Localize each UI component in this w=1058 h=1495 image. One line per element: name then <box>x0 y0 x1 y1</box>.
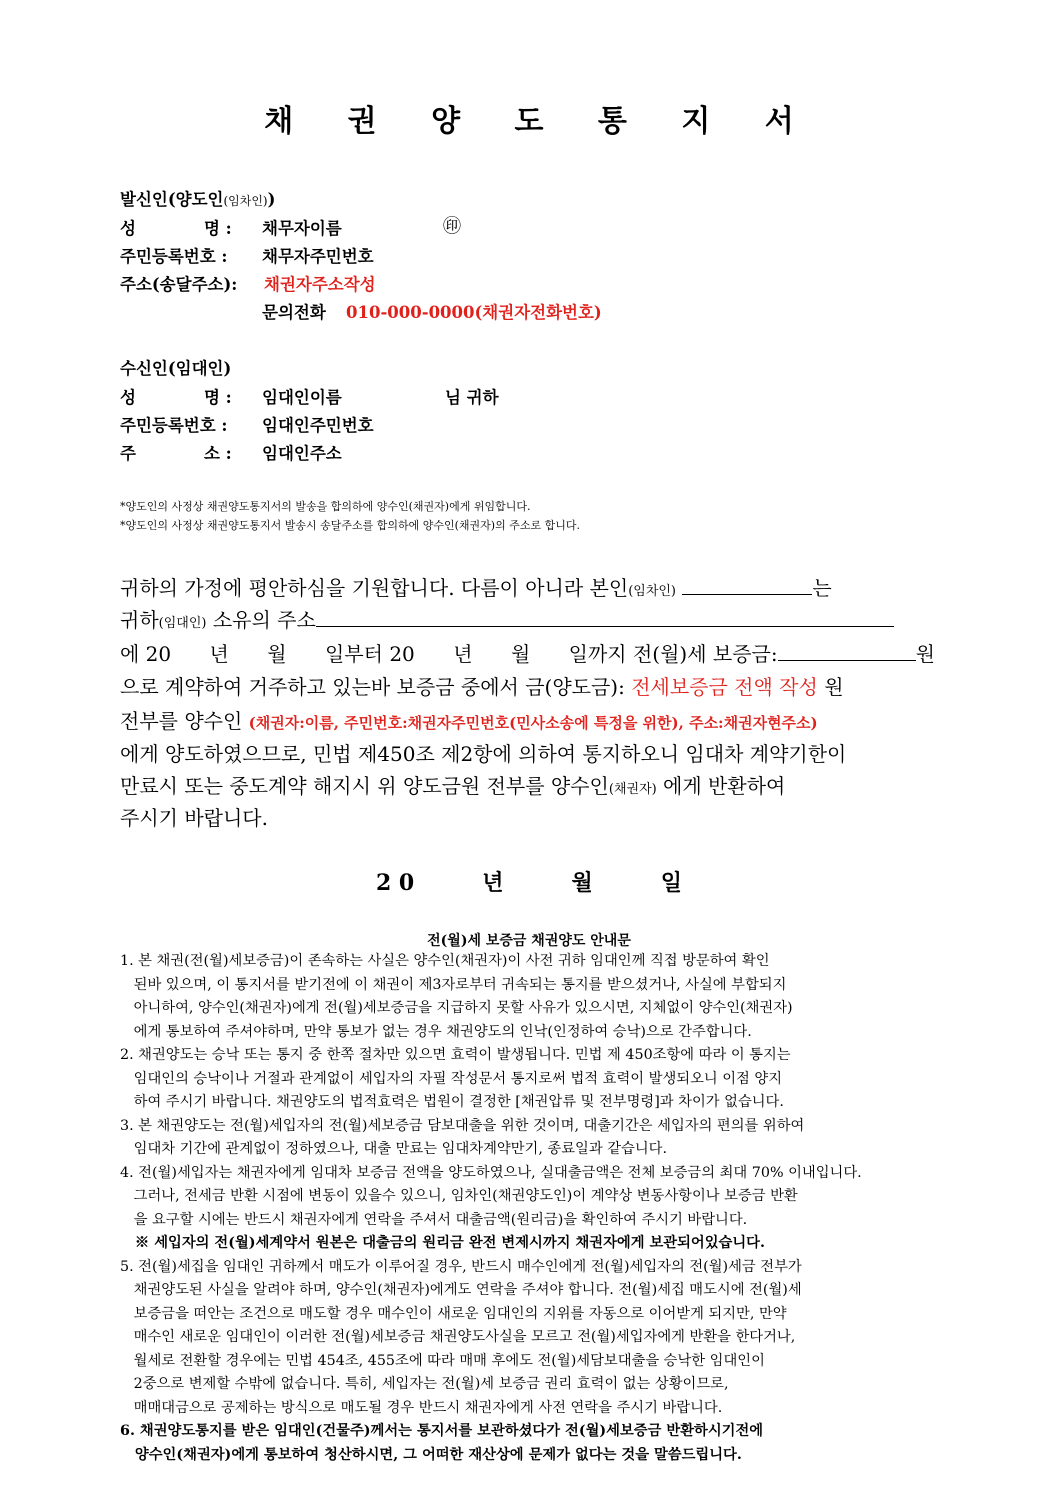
receiver-rrn-label: 주민등록번호 : <box>120 416 228 435</box>
guide-line: 월세로 전환할 경우에는 민법 454조, 455조에 따라 매매 후에도 전(월)세담보대출을 승낙한 임대인이 <box>120 1352 765 1369</box>
guide-line: 된바 있으며, 이 통지서를 받기전에 이 채권이 제3자로부터 귀속되는 통지를 받으셨거나, 사실에 부합되지 <box>120 976 787 993</box>
body-line-5: 전부를 양수인 (채권자:이름, 주민번호:채권자주민번호(민사소송에 특정을 위한), 주소:채권자현주소) <box>120 709 818 733</box>
note-line: *양도인의 사정상 채권양도통지서의 발송을 합의하에 양수인(채권자)에게 위임합니다. <box>120 500 531 513</box>
receiver-heading: 수신인(임대인) <box>120 359 232 378</box>
sender-name-value: 채무자이름 <box>262 219 342 238</box>
guide-line: 을 요구할 시에는 반드시 채권자에게 연락을 주셔서 대출금액(원리금)을 확인하여 주시기 바랍니다. <box>120 1211 748 1228</box>
date-year-unit: 년 <box>482 870 504 896</box>
body-line-2: 귀하(임대인) 소유의 주소 <box>120 604 894 633</box>
receiver-address-label: 주 소 : <box>120 444 232 463</box>
body-line-6: 에게 양도하였으므로, 민법 제450조 제2항에 의하여 통지하오니 임대차 계약기한이 <box>120 742 847 766</box>
guide-line: 6. 채권양도통지를 받은 임대인(건물주)께서는 통지서를 보관하셨다가 전(월)세보증금 반환하시기전에 <box>120 1423 764 1439</box>
sender-heading-small: (임차인) <box>223 194 268 208</box>
sender-phone-label: 문의전화 <box>262 303 326 322</box>
receiver-name-value: 임대인이름 <box>262 388 342 407</box>
body-line-3: 에 20 년 월 일부터 20 년 월 일까지 전(월)세 보증금: 원 <box>120 642 935 666</box>
receiver-address-value: 임대인주소 <box>262 444 342 463</box>
guide-line: 에게 통보하여 주셔야하며, 만약 통보가 없는 경우 채권양도의 인낙(인정하여 승낙)으로 간주합니다. <box>120 1023 752 1040</box>
sender-heading-main: 발신인(양도인 <box>120 190 224 209</box>
body-line-8: 주시기 바랍니다. <box>120 806 268 830</box>
guide-line: 아니하여, 양수인(채권자)에게 전(월)세보증금을 지급하지 못할 사유가 있으시면, 지체없이 양수인(채권자) <box>120 1000 793 1016</box>
sender-rrn-label: 주민등록번호 : <box>120 247 228 266</box>
receiver-name-label: 성 명 : <box>120 388 232 407</box>
guide-line: 매수인 새로운 임대인이 이러한 전(월)세보증금 채권양도사실을 모르고 전(월)세입자에게 반환을 한다거나, <box>120 1329 796 1345</box>
sender-heading <box>120 186 275 210</box>
date-month-unit: 월 <box>571 870 593 896</box>
date-line <box>0 866 1058 897</box>
sender-heading-end: ) <box>267 190 276 209</box>
sender-address-label: 주소(송달주소): <box>120 275 238 294</box>
guide-line: 2. 채권양도는 승낙 또는 통지 중 한쪽 절차만 있으면 효력이 발생됩니다. 민법 제 450조항에 따라 이 통지는 <box>120 1047 791 1063</box>
guide-line: 그러나, 전세금 반환 시점에 변동이 있을수 있으니, 임차인(채권양도인)이 계약상 변동사항이나 보증금 반환 <box>120 1188 798 1204</box>
sender-name-label: 성 명 : <box>120 219 232 238</box>
blank-deposit-amount[interactable] <box>778 642 916 661</box>
date-year: 2 0 <box>375 870 415 896</box>
sender-address-value: 채권자주소작성 <box>264 275 376 294</box>
seal-mark: ㊞ <box>443 216 461 237</box>
receiver-honorific: 님 귀하 <box>445 388 499 407</box>
body-line-7: 만료시 또는 중도계약 해지시 위 양도금원 전부를 양수인(채권자) 에게 반환하여 <box>120 774 786 798</box>
sender-rrn-value: 채무자주민번호 <box>262 247 374 266</box>
guide-line: ※ 세입자의 전(월)세계약서 원본은 대출금의 원리금 완전 변제시까지 채권자에게 보관되어있습니다. <box>120 1235 765 1251</box>
guide-line: 양수인(채권자)에게 통보하여 청산하시면, 그 어떠한 재산상에 문제가 없다는 것을 말씀드립니다. <box>120 1446 742 1463</box>
date-day-unit: 일 <box>660 870 683 896</box>
guide-line: 매매대금으로 공제하는 방식으로 매도될 경우 반드시 채권자에게 사전 연락을 주시기 바랍니다. <box>120 1399 723 1416</box>
guide-title: 전(월)세 보증금 채권양도 안내문 <box>427 933 631 949</box>
blank-tenant-name[interactable] <box>682 576 812 595</box>
guide-line: 5. 전(월)세집을 임대인 귀하께서 매도가 이루어질 경우, 반드시 매수인에게 전(월)세입자의 전(월)세금 전부가 <box>120 1258 802 1275</box>
body-line-1: 귀하의 가정에 평안하심을 기원합니다. 다름이 아니라 본인(임차인) 는 <box>120 576 832 600</box>
guide-line: 2중으로 변제할 수밖에 없습니다. 특히, 세입자는 전(월)세 보증금 권리 효력이 없는 상황이므로, <box>120 1376 729 1392</box>
note-line: *양도인의 사정상 채권양도통지서 발송시 송달주소를 합의하에 양수인(채권자)의 주소로 합니다. <box>120 519 580 532</box>
guide-line: 하여 주시기 바랍니다. 채권양도의 법적효력은 법원이 결정한 [채권압류 및 전부명령]과 차이가 없습니다. <box>120 1094 784 1110</box>
guide-line: 임대인의 승낙이나 거절과 관계없이 세입자의 자필 작성문서 통지로써 법적 효력이 발생되오니 이점 양지 <box>120 1070 783 1087</box>
blank-property-address[interactable] <box>316 608 894 627</box>
guide-line: 채권양도된 사실을 알려야 하며, 양수인(채권자)에게도 연락을 주셔야 합니다. 전(월)세집 매도시에 전(월)세 <box>120 1282 802 1298</box>
document-title: 채 권 양 도 통 지 서 <box>264 104 816 139</box>
body-line-4: 으로 계약하여 거주하고 있는바 보증금 중에서 금(양도금): 전세보증금 전액 작성 원 <box>120 675 844 699</box>
sender-phone-value: 010-000-0000(채권자전화번호) <box>346 303 602 322</box>
guide-line: 4. 전(월)세입자는 채권자에게 임대차 보증금 전액을 양도하였으나, 실대출금액은 전체 보증금의 최대 70% 이내입니다. <box>120 1164 862 1181</box>
guide-line: 임대차 기간에 관계없이 정하였으나, 대출 만료는 임대차계약만기, 종료일과 같습니다. <box>120 1141 667 1157</box>
guide-line: 3. 본 채권양도는 전(월)세입자의 전(월)세보증금 담보대출을 위한 것이며, 대출기간은 세입자의 편의를 위하여 <box>120 1117 805 1134</box>
guide-line: 1. 본 채권(전(월)세보증금)이 존속하는 사실은 양수인(채권자)이 사전 귀하 임대인께 직접 방문하여 확인 <box>120 953 770 969</box>
guide-line: 보증금을 떠안는 조건으로 매도할 경우 매수인이 새로운 임대인의 지위를 자동으로 이어받게 되지만, 만약 <box>120 1305 787 1322</box>
receiver-rrn-value: 임대인주민번호 <box>262 416 374 435</box>
